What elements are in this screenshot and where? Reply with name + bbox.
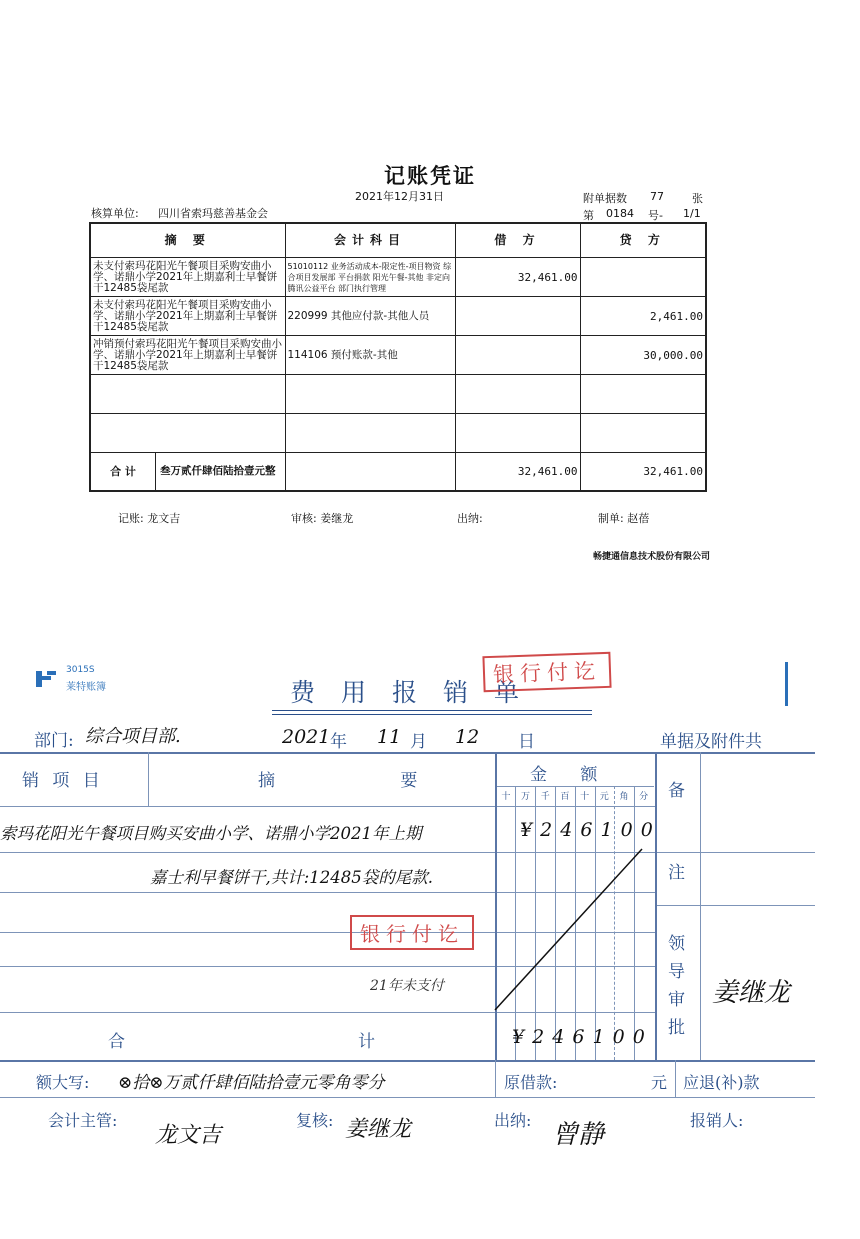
digit-head: 分: [639, 792, 649, 802]
row-account: 114106 预付账款-其他: [285, 336, 455, 375]
cashier-label: 出纳:: [494, 1111, 532, 1130]
row-debit: [455, 297, 580, 336]
note-header-1: 备: [668, 781, 685, 801]
org-label: 核算单位:: [91, 207, 139, 220]
digit-head: 百: [560, 792, 570, 802]
org-name: 四川省索玛慈善基金会: [158, 207, 268, 220]
voucher-row: [90, 297, 706, 336]
cashier-signature: 曾静: [552, 1120, 605, 1150]
row-account: 51010112 业务活动成本-限定性-项目物资 综合项目发展部 平台捐款 阳光午餐-其他 非定向 腾讯公益平台 部门执行管理: [285, 258, 455, 297]
paid-stamp-top: 银行付讫: [482, 652, 611, 692]
refund-label: 应退(补)款: [683, 1073, 760, 1092]
claimant-label: 报销人:: [690, 1111, 744, 1130]
loan-unit: 元: [651, 1073, 668, 1092]
supervisor-signature: 龙文吉: [155, 1123, 222, 1148]
reviewer: 审核: 姜继龙: [291, 512, 354, 525]
brand-code: 3015S: [66, 665, 95, 675]
review-label: 复核:: [296, 1111, 334, 1130]
voucher-table: [89, 222, 707, 492]
words-label: 额大写:: [36, 1073, 90, 1092]
cashier: 出纳:: [457, 512, 483, 525]
header-account: 会计科目: [285, 223, 455, 258]
paid-stamp-middle: 银行付讫: [350, 915, 474, 950]
bookkeeper: 记账: 龙文吉: [118, 512, 181, 525]
voucher-empty-row: [90, 375, 706, 414]
software-vendor: 畅捷通信息技术股份有限公司: [593, 552, 711, 562]
digit-head: 十: [580, 792, 590, 802]
dept-label: 部门:: [34, 731, 74, 751]
attach-unit: 张: [692, 192, 703, 205]
row-summary: 未支付索玛花阳光午餐项目采购安曲小学、诺鼎小学2021年上期嘉利士早餐饼干12485袋尾款: [90, 297, 285, 336]
digit-head: 角: [619, 792, 629, 802]
loan-label: 原借款:: [504, 1073, 558, 1092]
month-value: 11: [377, 726, 402, 748]
summary-line-1: 索玛花阳光午餐项目购买安曲小学、诺鼎小学2021年上期: [0, 824, 422, 843]
col-summary-header: 摘 要: [258, 771, 478, 791]
row-credit: 30,000.00: [580, 336, 706, 375]
preparer: 制单: 赵蓓: [598, 512, 650, 525]
voucher-empty-row: [90, 414, 706, 453]
amount-line-1: ¥ 2 4 6 1 0 0: [520, 819, 654, 841]
total-label: 合 计: [91, 453, 156, 490]
summary-line-2: 嘉士利早餐饼干,共计:12485袋的尾款.: [150, 868, 434, 887]
voucher-no: 0184: [606, 207, 634, 220]
row-summary: 未支付索玛花阳光午餐项目采购安曲小学、诺鼎小学2021年上期嘉利士早餐饼干12485袋尾款: [90, 258, 285, 297]
unpaid-note: 21年未支付: [370, 978, 444, 994]
total-label-1: 合: [108, 1032, 125, 1052]
col-item-header: 销 项 目: [22, 771, 104, 791]
voucher-no-label: 第: [583, 209, 594, 222]
approval-label: 领 导 审 批: [668, 934, 685, 1038]
digit-heads: [496, 789, 654, 802]
voucher-row: [90, 258, 706, 297]
voucher-total-row: [90, 453, 706, 492]
month-label: 月: [410, 732, 427, 752]
day-label: 日: [518, 732, 535, 752]
voucher-page: 1/1: [683, 207, 701, 220]
row-credit: 2,461.00: [580, 297, 706, 336]
header-credit: 贷 方: [580, 223, 706, 258]
review-signature: 姜继龙: [345, 1117, 412, 1142]
year-value: 2021: [282, 726, 331, 748]
row-credit: [580, 258, 706, 297]
voucher-header-row: [90, 223, 706, 258]
row-debit: 32,461.00: [455, 258, 580, 297]
row-debit: [455, 336, 580, 375]
supervisor-label: 会计主管:: [48, 1111, 118, 1130]
dept-value: 综合项目部.: [85, 726, 181, 747]
note-header-2: 注: [668, 863, 685, 883]
brand-logo-icon: [36, 667, 58, 689]
cancel-diagonal-line: [490, 845, 650, 1015]
voucher-title: 记账凭证: [384, 164, 476, 188]
row-summary: 冲销预付索玛花阳光午餐项目采购安曲小学、诺鼎小学2021年上期嘉利士早餐饼干12485袋尾款: [90, 336, 285, 375]
digit-head: 十: [501, 792, 511, 802]
total-debit: 32,461.00: [455, 453, 580, 492]
amount-total: ¥ 2 4 6 1 0 0: [512, 1026, 646, 1048]
edge-mark: [785, 662, 788, 706]
digit-head: 千: [540, 792, 550, 802]
digit-head: 元: [599, 792, 609, 802]
header-debit: 借 方: [455, 223, 580, 258]
voucher-date: 2021年12月31日: [355, 190, 444, 203]
day-value: 12: [455, 726, 480, 748]
attach-count: 77: [650, 190, 664, 203]
total-words: 叁万贰仟肆佰陆拾壹元整: [160, 465, 276, 477]
digit-head: 万: [521, 792, 531, 802]
total-credit: 32,461.00: [580, 453, 706, 492]
brand-name: 莱特账簿: [66, 682, 106, 693]
total-label-2: 计: [358, 1032, 375, 1052]
voucher-row: [90, 336, 706, 375]
approver-signature: 姜继龙: [712, 978, 791, 1008]
row-account: 220999 其他应付款-其他人员: [285, 297, 455, 336]
attach-total-label: 单据及附件共: [660, 732, 762, 752]
voucher-no-suffix: 号-: [648, 209, 663, 222]
attach-label: 附单据数: [583, 192, 627, 205]
header-summary: 摘 要: [90, 223, 285, 258]
form-title: 费用报销单: [290, 678, 546, 707]
words-value: ⊗拾⊗万贰仟肆佰陆拾壹元零角零分: [118, 1073, 385, 1093]
col-amount-header: 金 额: [530, 765, 612, 785]
year-label: 年: [330, 732, 347, 752]
